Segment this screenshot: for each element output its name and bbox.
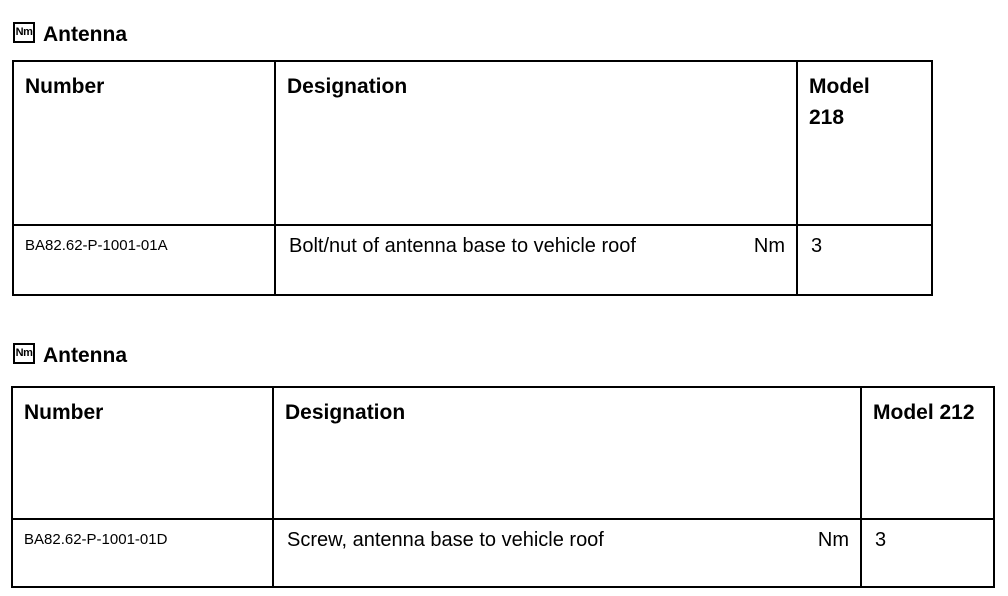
section-heading-2 <box>13 343 127 369</box>
document-number-link[interactable]: BA82.62-P-1001-01D <box>12 519 273 587</box>
torque-value: 3 <box>861 519 994 587</box>
torque-spec-table-1 <box>12 60 933 296</box>
header-number: Number <box>12 387 273 519</box>
designation-cell <box>273 519 861 587</box>
nm-torque-icon: Nm <box>13 343 35 364</box>
header-model: Model 218 <box>797 61 932 225</box>
designation-text: Bolt/nut of antenna base to vehicle roof <box>289 235 636 257</box>
section-heading-1 <box>13 22 127 48</box>
unit-label: Nm <box>753 235 785 257</box>
table-row <box>12 519 994 587</box>
unit-label: Nm <box>817 529 849 551</box>
designation-cell <box>275 225 797 295</box>
section-title: Antenna <box>43 23 127 46</box>
torque-spec-table-2 <box>11 386 995 588</box>
header-number: Number <box>13 61 275 225</box>
header-model: Model 212 <box>861 387 994 519</box>
table-row <box>13 225 932 295</box>
table-header-row <box>12 387 994 519</box>
designation-text: Screw, antenna base to vehicle roof <box>287 529 604 551</box>
header-designation: Designation <box>275 61 797 225</box>
section-title: Antenna <box>43 344 127 367</box>
header-designation: Designation <box>273 387 861 519</box>
table-header-row <box>13 61 932 225</box>
nm-torque-icon: Nm <box>13 22 35 43</box>
document-number-link[interactable]: BA82.62-P-1001-01A <box>13 225 275 295</box>
torque-value: 3 <box>797 225 932 295</box>
